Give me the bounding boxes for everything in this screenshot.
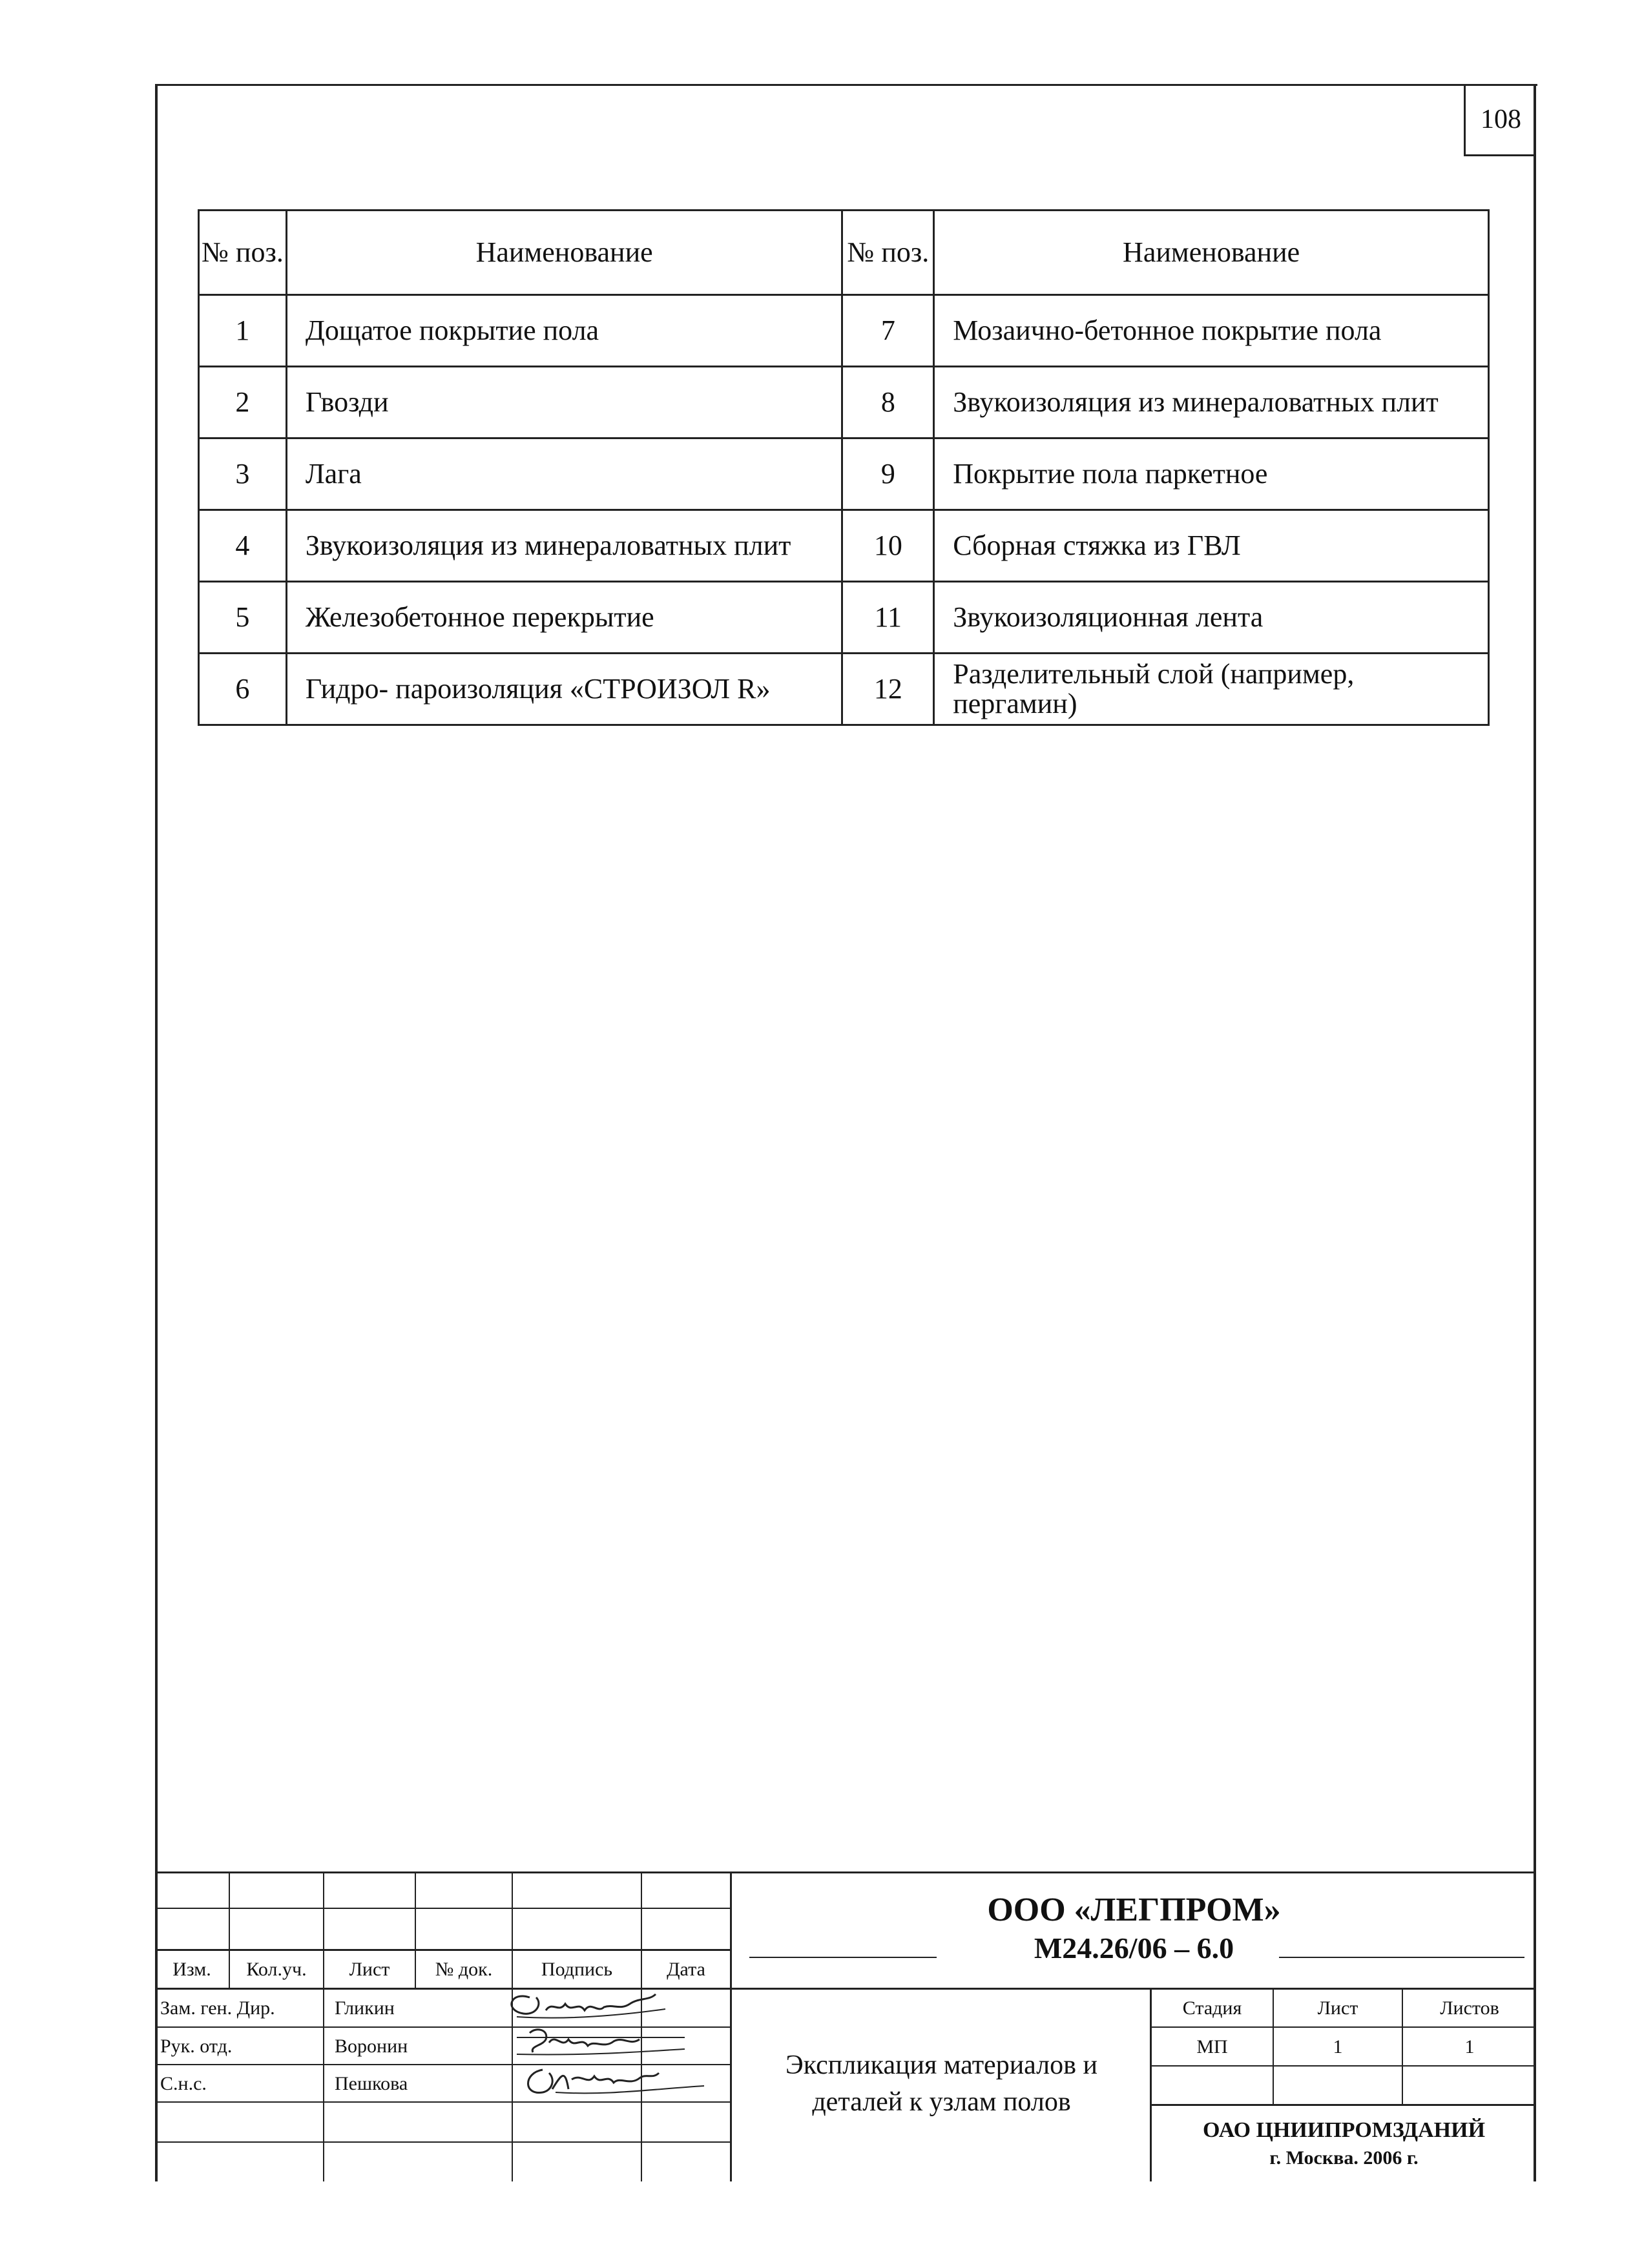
table-row [199, 654, 1489, 725]
pos-cell: 10 [842, 510, 934, 582]
signer-role: С.н.с. [160, 2073, 207, 2094]
name-cell: Покрытие пола паркетное [934, 438, 1489, 510]
col-podpis: Подпись [541, 1959, 613, 1980]
signer-name: Пешкова [335, 2073, 408, 2094]
pos-cell: 1 [199, 295, 287, 367]
name-cell: Звукоизоляционная лента [934, 582, 1489, 654]
pos-cell: 4 [199, 510, 287, 582]
signer-role: Рук. отд. [160, 2036, 233, 2057]
pos-cell: 12 [842, 654, 934, 725]
name-cell: Звукоизоляция из минераловатных плит [286, 510, 842, 582]
pos-cell: 11 [842, 582, 934, 654]
document-code: М24.26/06 – 6.0 [1034, 1932, 1234, 1964]
col-n-dok: № док. [435, 1959, 493, 1980]
stage-value: МП [1196, 2036, 1228, 2057]
signature-peshkova [491, 2060, 711, 2105]
pos-cell: 6 [199, 654, 287, 725]
table-row [199, 295, 1489, 367]
document-title: Экспликация материалов и деталей к узлам полов [785, 2050, 1097, 2117]
header-pos-right: № поз. [842, 211, 934, 295]
stage-header: Стадия [1182, 1997, 1242, 2019]
sheets-header: Листов [1440, 1997, 1499, 2019]
name-cell: Разделительный слой (например, пергамин) [934, 654, 1489, 725]
col-data: Дата [667, 1959, 705, 1980]
name-cell: Гвозди [286, 367, 842, 438]
header-pos-left: № поз. [199, 211, 287, 295]
title-block [155, 1871, 1536, 2181]
col-kol-uch: Кол.уч. [246, 1959, 307, 1980]
sheet-header: Лист [1317, 1997, 1358, 2019]
page-number: 108 [1464, 84, 1536, 156]
sheets-value: 1 [1464, 2036, 1475, 2057]
sheet-value: 1 [1333, 2036, 1343, 2057]
signer-name: Воронин [335, 2036, 408, 2057]
signer-role: Зам. ген. Дир. [160, 1997, 275, 2019]
col-izm: Изм. [172, 1959, 211, 1980]
name-cell: Звукоизоляция из минераловатных плит [934, 367, 1489, 438]
institute-name: ОАО ЦНИИПРОМЗДАНИЙ [1202, 2118, 1486, 2142]
frame-right-border [1534, 84, 1536, 2181]
pos-cell: 9 [842, 438, 934, 510]
col-list: Лист [349, 1959, 390, 1980]
pos-cell: 7 [842, 295, 934, 367]
table-header-row [199, 211, 1489, 295]
organization-name: ООО «ЛЕГПРОМ» [987, 1892, 1281, 1928]
name-cell: Мозаично-бетонное покрытие пола [934, 295, 1489, 367]
signer-name: Гликин [335, 1997, 395, 2019]
specification-table [198, 209, 1490, 726]
name-cell: Лага [286, 438, 842, 510]
table-row [199, 510, 1489, 582]
name-cell: Сборная стяжка из ГВЛ [934, 510, 1489, 582]
name-cell: Гидро- пароизоляция «СТРОИЗОЛ R» [286, 654, 842, 725]
name-cell: Дощатое покрытие пола [286, 295, 842, 367]
table-row [199, 438, 1489, 510]
pos-cell: 3 [199, 438, 287, 510]
header-name-left: Наименование [286, 211, 842, 295]
name-cell: Железобетонное перекрытие [286, 582, 842, 654]
pos-cell: 5 [199, 582, 287, 654]
header-name-right: Наименование [934, 211, 1489, 295]
pos-cell: 2 [199, 367, 287, 438]
table-row [199, 367, 1489, 438]
table-row [199, 582, 1489, 654]
city-year: г. Москва. 2006 г. [1269, 2147, 1419, 2169]
pos-cell: 8 [842, 367, 934, 438]
